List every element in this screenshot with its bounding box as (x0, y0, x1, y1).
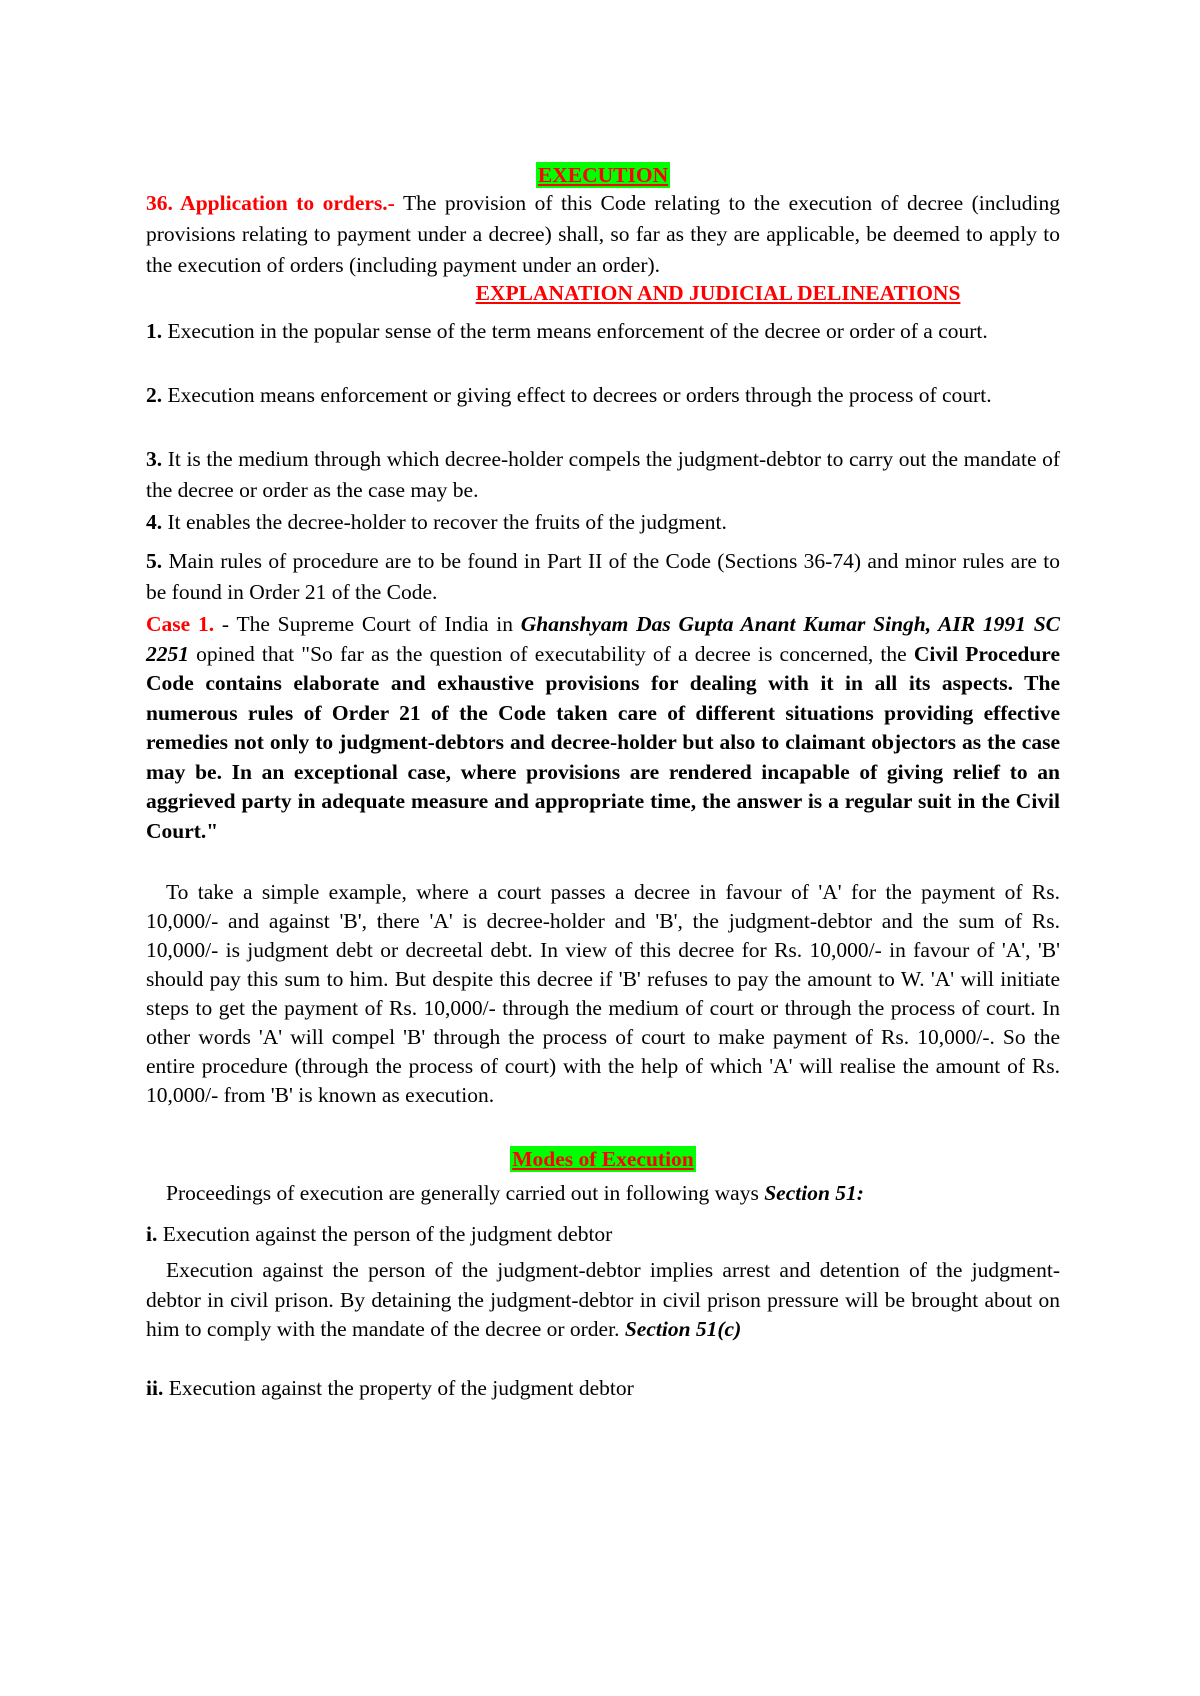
mode-ii (146, 1373, 1060, 1404)
mode-text: Execution against the property of the judgment debtor (163, 1376, 634, 1400)
modes-intro-text: Proceedings of execution are generally carried out in following ways (166, 1181, 765, 1205)
point-4 (146, 507, 1060, 538)
point-2 (146, 380, 1060, 411)
point-number: 3. (146, 447, 163, 471)
example-paragraph: To take a simple example, where a court passes a decree in favour of 'A' for the payment of Rs. 10,000/- and against 'B', there 'A' is decree-holder and 'B', the judgment-debtor and the sum of Rs. 10,000/- is judgment debt or decreetal debt. In view of this decree for Rs. 10,000/- in favour of 'A', 'B' should pay this sum to him. But despite this decree if 'B' refuses to pay the amount to W. 'A' will initiate steps to get the payment of Rs. 10,000/- through the medium of court or through the process of court. In other words 'A' will compel 'B' through the process of court to make payment of Rs. 10,000/-. So the entire procedure (through the process of court) with the help of which 'A' will realise the amount of Rs. 10,000/- from 'B' is known as execution. (146, 880, 1060, 1107)
mode-i-paragraph-text: Execution against the person of the judgment-debtor implies arrest and detention of the judgment-debtor in civil prison. By detaining the judgment-debtor in civil prison pressure will be brought about on him to comply with the mandate of the decree or order. (146, 1258, 1060, 1341)
point-text: It is the medium through which decree-holder compels the judgment-debtor to carry out the mandate of the decree or order as the case may be. (146, 447, 1060, 502)
case-citation: Ghanshyam Das Gupta Anant Kumar Singh, AIR 1991 SC 2251 (146, 612, 1061, 666)
point-text: It enables the decree-holder to recover the fruits of the judgment. (162, 510, 727, 534)
title-container (146, 160, 1060, 191)
modes-intro (146, 1178, 1060, 1209)
case-intro: - The Supreme Court of India in (214, 612, 521, 636)
section-36-text: The provision of this Code relating to the execution of decree (including provisions relating to payment under a decree) shall, so far as they are applicable, be deemed to apply to the execution of orders (including payment under an order). (146, 191, 1060, 277)
point-5 (146, 546, 1060, 608)
point-number: 5. (146, 549, 163, 573)
mode-i (146, 1219, 1060, 1250)
mode-number: i. (146, 1222, 158, 1246)
point-number: 4. (146, 510, 163, 534)
mode-number: ii. (146, 1376, 164, 1400)
mode-text: Execution against the person of the judgment debtor (157, 1222, 613, 1246)
modes-intro-ref: Section 51: (764, 1181, 864, 1205)
mode-i-paragraph-ref: Section 51(c) (624, 1317, 742, 1341)
case-quote: Civil Procedure Code contains elaborate and exhaustive provisions for dealing with it in all its aspects. The numerous rules of Order 21 of the Code taken care of different situations providing effective remedies not only to judgment-debtors and decree-holder but also to claimant objectors as the case may be. In an exceptional case, where provisions are rendered incapable of giving relief to an aggrieved party in adequate measure and appropriate time, the answer is a regular suit in the Civil Court." (146, 641, 1060, 843)
modes-heading: Modes of Execution (512, 1147, 694, 1171)
point-1 (146, 316, 1060, 347)
modes-heading-container (146, 1144, 1060, 1175)
case-label: Case 1. (146, 612, 215, 636)
point-number: 1. (146, 319, 163, 343)
page-title: EXECUTION (537, 163, 669, 187)
point-text: Execution means enforcement or giving effect to decrees or orders through the process of court. (162, 383, 992, 407)
point-number: 2. (146, 383, 163, 407)
point-text: Execution in the popular sense of the term means enforcement of the decree or order of a court. (162, 319, 988, 343)
case-text: opined that "So far as the question of executability of a decree is concerned, the (189, 641, 914, 666)
point-3 (146, 444, 1060, 506)
section-36-heading: 36. Application to orders.- (146, 191, 395, 215)
point-text: Main rules of procedure are to be found in Part II of the Code (Sections 36-74) and minor rules are to be found in Order 21 of the Code. (146, 549, 1060, 604)
mode-i-paragraph (146, 1256, 1060, 1345)
case-1 (146, 610, 1060, 846)
explanation-heading: EXPLANATION AND JUDICIAL DELINEATIONS (475, 281, 961, 305)
section-36 (146, 188, 1060, 281)
